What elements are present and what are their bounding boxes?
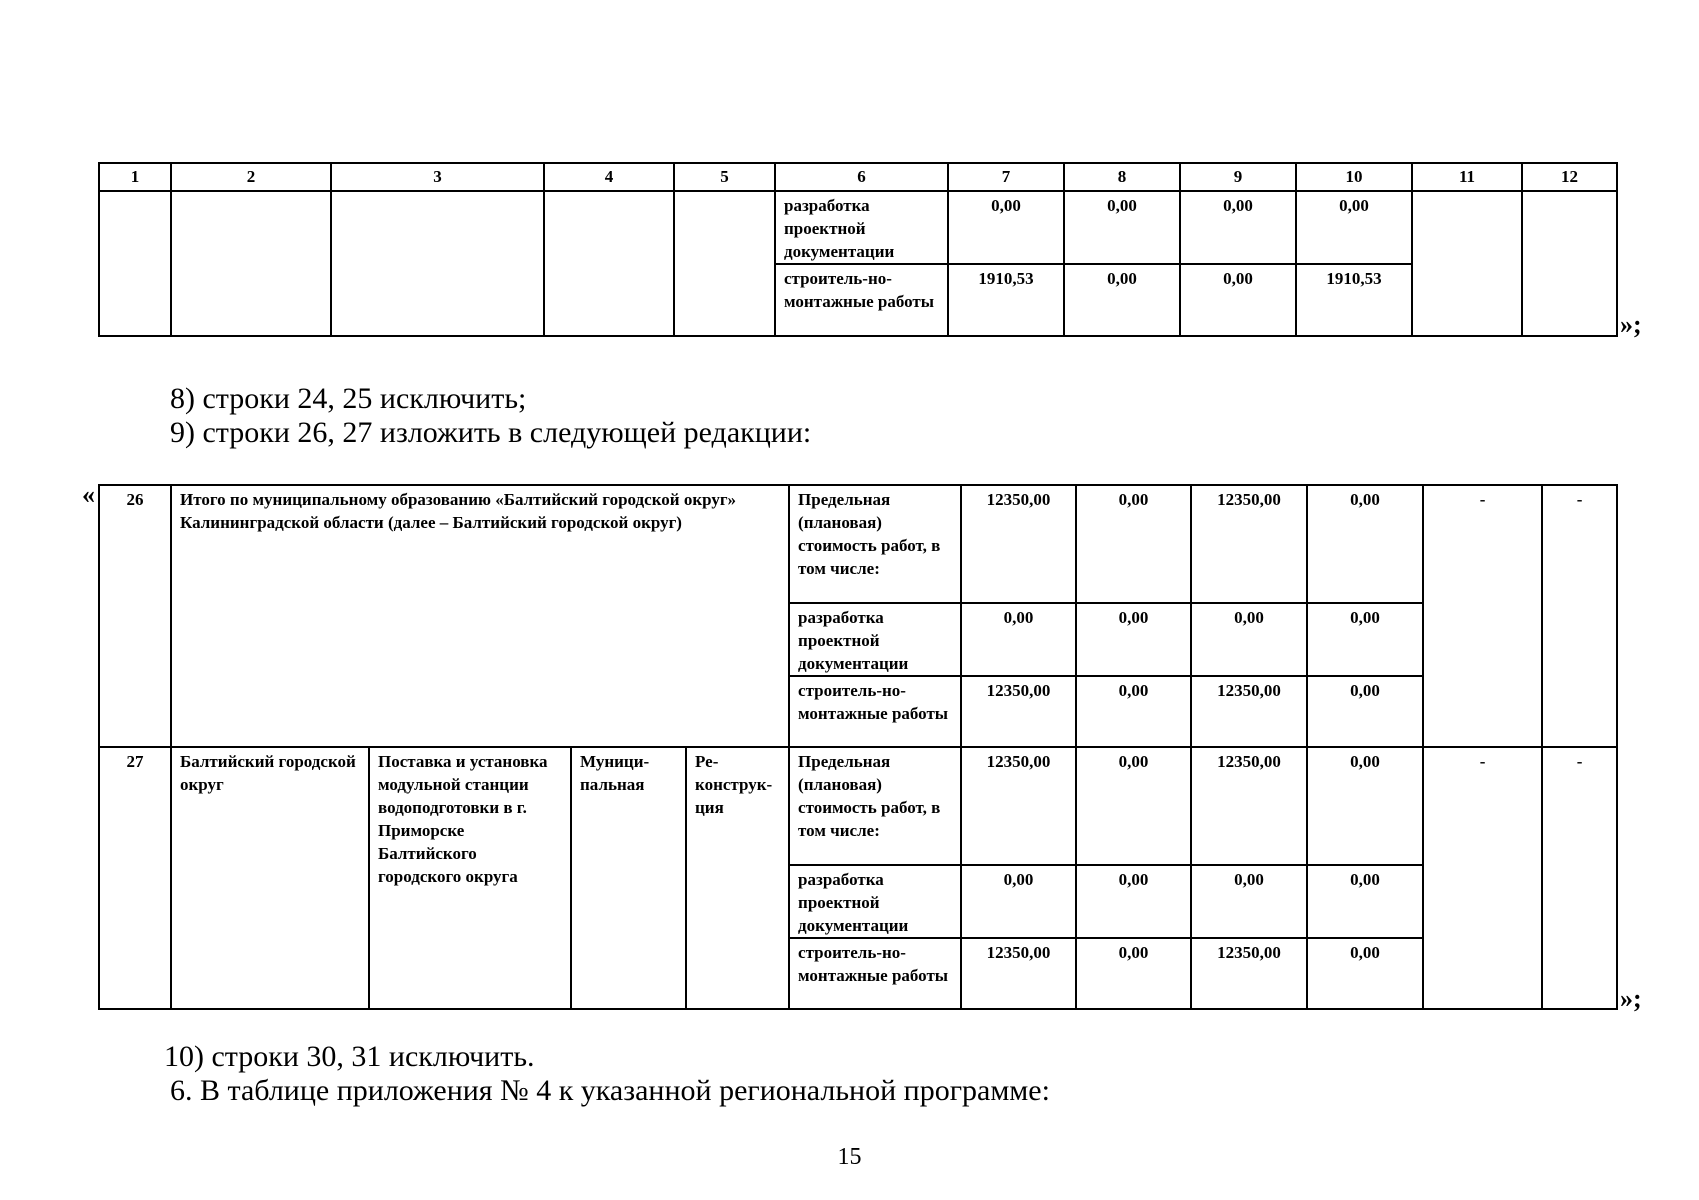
value-cell: 12350,00 [961, 747, 1076, 865]
paragraph-9: 9) строки 26, 27 изложить в следующей редакции: [170, 416, 812, 449]
value-cell: 0,00 [961, 865, 1076, 938]
continuation-table [98, 162, 1618, 337]
value-cell: 0,00 [1307, 603, 1423, 676]
value-cell: 12350,00 [961, 485, 1076, 603]
paragraph-10: 10) строки 30, 31 исключить. [164, 1040, 535, 1073]
value-cell: 0,00 [1296, 191, 1412, 264]
empty-cell [331, 191, 544, 336]
column-header: 8 [1064, 163, 1180, 191]
paragraph-8: 8) строки 24, 25 исключить; [170, 382, 527, 415]
empty-cell [674, 191, 775, 336]
empty-cell [544, 191, 674, 336]
column-header: 3 [331, 163, 544, 191]
table-row-26 [99, 485, 1617, 603]
empty-cell [1522, 191, 1617, 336]
column-header: 9 [1180, 163, 1296, 191]
dash-cell: - [1423, 485, 1542, 747]
row-label: разработка проектной документации [775, 191, 948, 264]
column-header: 6 [775, 163, 948, 191]
ownership-cell: Муници-пальная [571, 747, 686, 1009]
value-cell: 0,00 [1064, 191, 1180, 264]
row-label: Предельная (плановая) стоимость работ, в том числе: [789, 747, 961, 865]
value-cell: 0,00 [1064, 264, 1180, 336]
row-label: строитель-но-монтажные работы [789, 676, 961, 747]
value-cell: 0,00 [1191, 865, 1307, 938]
value-cell: 0,00 [1076, 747, 1191, 865]
value-cell: 0,00 [1076, 865, 1191, 938]
paragraph-6: 6. В таблице приложения № 4 к указанной региональной программе: [170, 1074, 1050, 1107]
value-cell: 0,00 [1191, 603, 1307, 676]
row-label: строитель-но-монтажные работы [789, 938, 961, 1009]
column-header: 4 [544, 163, 674, 191]
closing-quote: »; [1620, 310, 1642, 339]
value-cell: 12350,00 [1191, 676, 1307, 747]
work-type-cell: Ре-конструк-ция [686, 747, 789, 1009]
page-number: 15 [837, 1144, 862, 1170]
empty-cell [1412, 191, 1522, 336]
value-cell: 12350,00 [1191, 485, 1307, 603]
rows-26-27-table [98, 484, 1618, 1010]
column-header: 11 [1412, 163, 1522, 191]
row-label: разработка проектной документации [789, 603, 961, 676]
value-cell: 0,00 [1307, 865, 1423, 938]
column-header: 2 [171, 163, 331, 191]
dash-cell: - [1423, 747, 1542, 1009]
row-number: 26 [99, 485, 171, 747]
closing-quote: »; [1620, 984, 1642, 1013]
value-cell: 0,00 [948, 191, 1064, 264]
column-header: 5 [674, 163, 775, 191]
value-cell: 12350,00 [1191, 747, 1307, 865]
value-cell: 0,00 [1307, 676, 1423, 747]
value-cell: 0,00 [1180, 264, 1296, 336]
dash-cell: - [1542, 485, 1617, 747]
row-label: разработка проектной документации [789, 865, 961, 938]
value-cell: 1910,53 [1296, 264, 1412, 336]
row-label: Предельная (плановая) стоимость работ, в том числе: [789, 485, 961, 603]
table-row [99, 191, 1617, 264]
object-cell: Поставка и установка модульной станции водоподготовки в г. Приморске Балтийского городского округа [369, 747, 571, 1009]
column-header: 1 [99, 163, 171, 191]
value-cell: 12350,00 [1191, 938, 1307, 1009]
empty-cell [171, 191, 331, 336]
value-cell: 0,00 [1076, 603, 1191, 676]
municipality-cell: Балтийский городской округ [171, 747, 369, 1009]
value-cell: 0,00 [1076, 485, 1191, 603]
value-cell: 0,00 [1307, 938, 1423, 1009]
value-cell: 0,00 [1307, 485, 1423, 603]
column-header: 7 [948, 163, 1064, 191]
value-cell: 0,00 [1307, 747, 1423, 865]
value-cell: 12350,00 [961, 938, 1076, 1009]
opening-quote: « [82, 480, 95, 509]
dash-cell: - [1542, 747, 1617, 1009]
value-cell: 0,00 [1076, 938, 1191, 1009]
row-number: 27 [99, 747, 171, 1009]
value-cell: 0,00 [961, 603, 1076, 676]
value-cell: 0,00 [1076, 676, 1191, 747]
value-cell: 0,00 [1180, 191, 1296, 264]
table-row-27 [99, 747, 1617, 865]
table-header-row [99, 163, 1617, 191]
column-header: 12 [1522, 163, 1617, 191]
row-label: строитель-но-монтажные работы [775, 264, 948, 336]
value-cell: 1910,53 [948, 264, 1064, 336]
value-cell: 12350,00 [961, 676, 1076, 747]
empty-cell [99, 191, 171, 336]
row-name: Итого по муниципальному образованию «Балтийский городской округ» Калининградской области (далее – Балтийский городской округ) [171, 485, 789, 747]
column-header: 10 [1296, 163, 1412, 191]
